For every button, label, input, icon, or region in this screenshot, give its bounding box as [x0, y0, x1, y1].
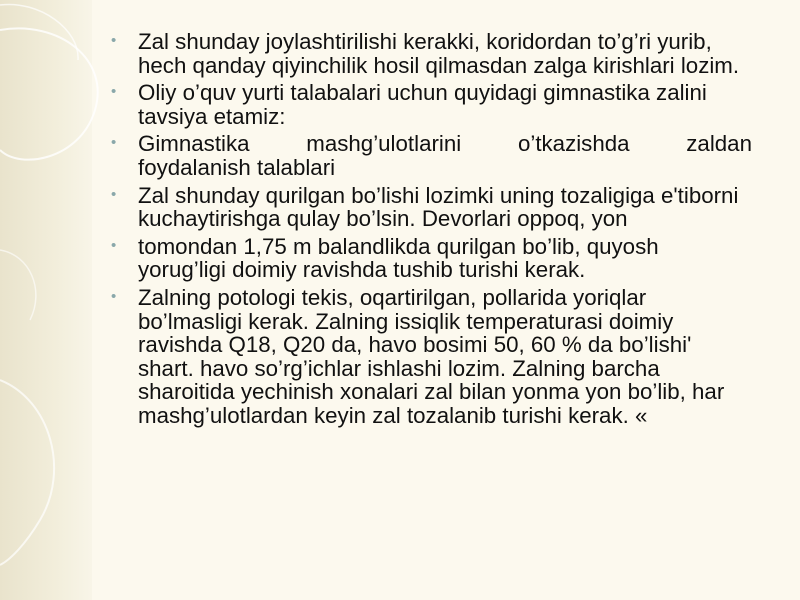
decorative-curves — [0, 0, 120, 600]
bullet-text-line2: foydalanish talablari — [138, 154, 336, 180]
bullet-text: Zal shunday qurilgan bo’lishi lozimki uning tozaligiga e'tiborni kuchaytirishga qulay bo’lsin. Devorlari oppoq, yon — [138, 182, 739, 232]
bullet-dot: • — [111, 287, 117, 305]
bullet-text: Zalning potologi tekis, oqartirilgan, pollarida yoriqlar bo’lmasligi kerak. Zalning issiqlik temperaturasi doimiy ravishda Q18, Q20 da, havo bosimi 50, 60 % da bo’lishi' shart. havo so’rg’ichlar ishlashi lozim. Zalning barcha sharoitida yechinish xonalari zal bilan yonma yon bo’lib, har mashg’ulotlardan keyin zal tozalanib turishi kerak. « — [138, 284, 725, 428]
bullet-list — [108, 30, 752, 432]
bullet-dot: • — [111, 185, 117, 203]
bullet-text: Zal shunday joylashtirilishi kerakki, koridordan to’g’ri yurib, hech qanday qiyinchilik hosil qilmasdan zalga kirishlari lozim. — [138, 29, 740, 78]
bullet-item-3 — [108, 132, 752, 179]
bullet-item-6 — [108, 286, 752, 428]
bullet-text-line1: Gimnastika mashg’ulotlarini o’tkazishda zaldan — [138, 131, 752, 157]
bullet-dot: • — [111, 236, 117, 254]
bullet-dot: • — [111, 32, 117, 49]
bullet-item-1 — [108, 30, 752, 77]
bullet-text: tomondan 1,75 m balandlikda qurilgan bo’lib, quyosh yorug’ligi doimiy ravishda tushib turishi kerak. — [138, 233, 659, 283]
bullet-item-2 — [108, 81, 752, 128]
bullet-dot: • — [111, 134, 117, 152]
bullet-item-4 — [108, 184, 752, 231]
bullet-text: Oliy o’quv yurti talabalari uchun quyidagi gimnastika zalini tavsiya etamiz: — [138, 80, 707, 129]
bullet-dot: • — [111, 83, 117, 101]
bullet-item-5 — [108, 235, 752, 282]
